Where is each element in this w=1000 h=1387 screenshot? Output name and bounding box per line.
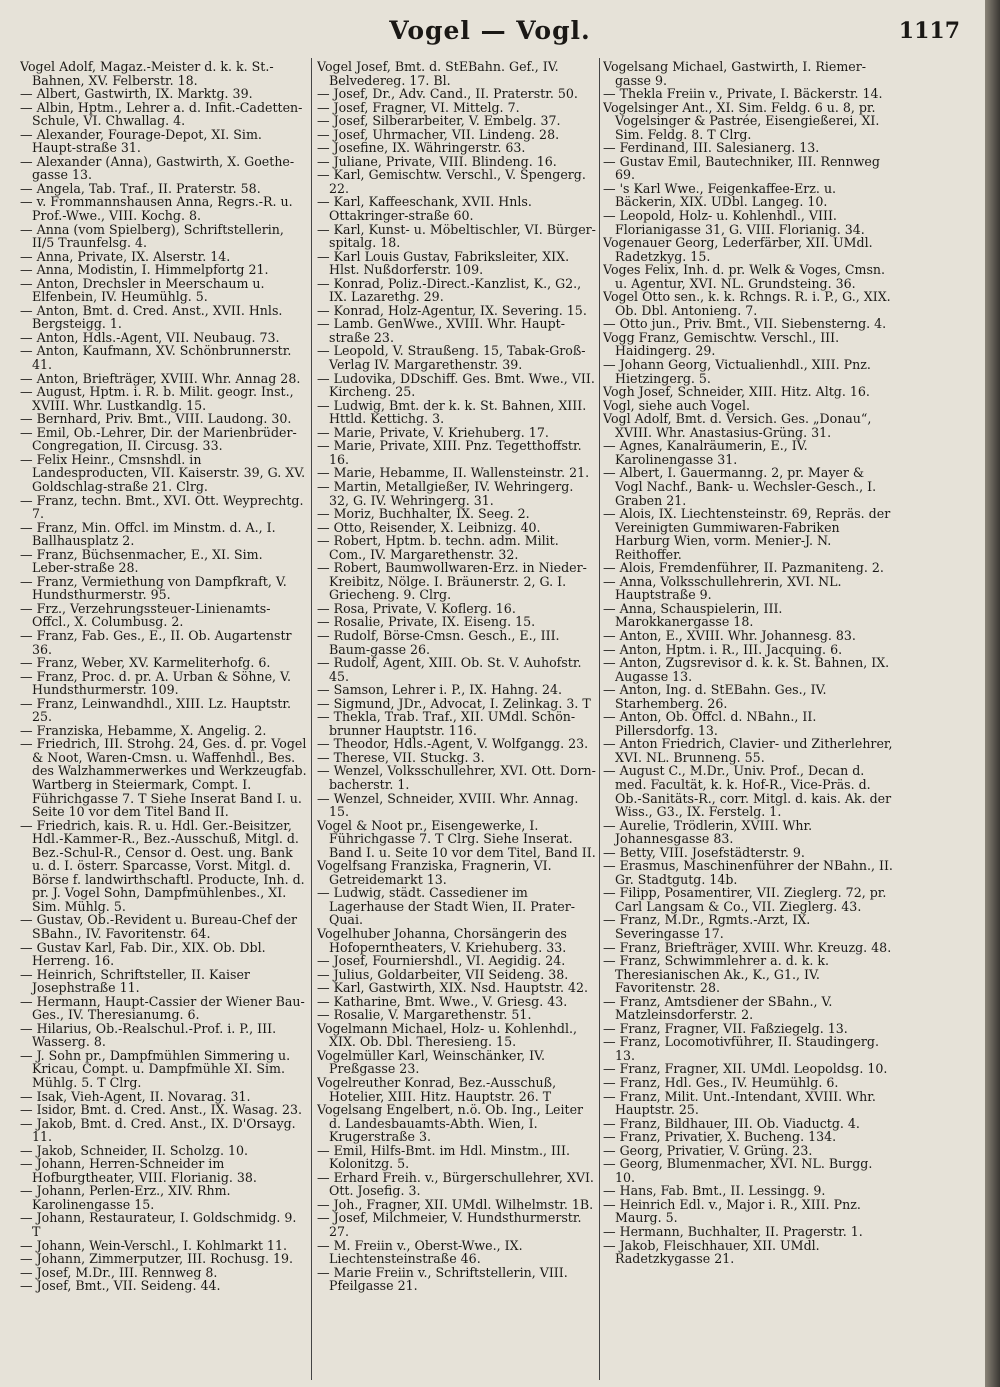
directory-entry: — Moriz, Buchhalter, IX. Seeg. 2. [317, 506, 530, 522]
directory-entry: — Karl, Kunst- u. Möbeltischler, VI. Bürger-spitalg. 18. [317, 221, 596, 251]
directory-entry: — Hermann, Haupt-Cassier der Wiener Bau-Ges., IV. Theresianumg. 6. [20, 993, 305, 1023]
directory-entry: — Anna, Volksschullehrerin, XVI. NL. Hauptstraße 9. [603, 573, 842, 603]
directory-entry: — Gustav Emil, Bautechniker, III. Rennweg 69. [603, 153, 880, 183]
directory-entry: — Josef, Dr., Adv. Cand., II. Praterstr. 50. [317, 86, 578, 102]
directory-entry: — Konrad, Poliz.-Direct.-Kanzlist, K., G2., IX. Lazarethg. 29. [317, 275, 582, 305]
directory-entry: — Robert, Hptm. b. techn. adm. Milit. Com., IV. Margarethenstr. 32. [317, 533, 559, 562]
directory-entry: — Albert, I. Gauermanng. 2, pr. Mayer & Vogl Nachf., Bank- u. Wechsler-Gesch., I. Graben 21. [603, 465, 877, 508]
directory-entry: — Franz, Privatier, X. Bucheng. 134. [603, 1129, 837, 1145]
directory-entry: — Aurelie, Trödlerin, XVIII. Whr. Johannesgasse 83. [603, 817, 813, 847]
directory-entry: — v. Frommannshausen Anna, Regrs.-R. u. Prof.-Wwe., VIII. Kochg. 8. [20, 194, 293, 224]
directory-entry: — Lamb. GenWwe., XVIII. Whr. Haupt-straße 23. [317, 316, 565, 345]
directory-entry: — Franz, Min. Offcl. im Minstm. d. A., I. Ballhausplatz 2. [20, 519, 276, 549]
directory-entry: — Josef, Milchmeier, V. Hundsthurmerstr. 27. [317, 1210, 582, 1240]
directory-entry: — Josef, Fourniershdl., VI. Aegidig. 24. [317, 953, 566, 969]
directory-entry: — Anton, Bmt. d. Cred. Anst., XVII. Hnls. Bergsteigg. 1. [20, 302, 283, 332]
directory-entry: — Josef, Uhrmacher, VII. Lindeng. 28. [317, 126, 560, 142]
directory-entry: Vogel Josef, Bmt. d. StEBahn. Gef., IV. Belvedereg. 17. Bl. [317, 60, 559, 88]
directory-entry: Vogel Otto sen., k. k. Rchngs. R. i. P., G., XIX. Ob. Dbl. Antonieng. 7. [603, 289, 891, 318]
directory-entry: — Emil, Ob.-Lehrer, Dir. der Marienbrüder-Congregation, II. Circusg. 33. [20, 424, 297, 454]
column-divider [599, 58, 600, 1380]
directory-entry: — Jakob, Schneider, II. Scholzg. 10. [20, 1142, 249, 1158]
directory-entry: Vogelsang Engelbert, n.ö. Ob. Ing., Leiter d. Landesbauamts-Abth. Wien, I. Krugerstraße 3. [317, 1102, 584, 1145]
directory-entry: — Franz, Fragner, VII. Faßziegelg. 13. [603, 1020, 848, 1036]
directory-entry: — Georg, Privatier, V. Grüng. 23. [603, 1142, 813, 1158]
directory-entry: — Ferdinand, III. Salesianerg. 13. [603, 140, 820, 156]
directory-entry: — Heinrich, Schriftsteller, II. Kaiser Josephstraße 11. [20, 966, 250, 996]
directory-entry: — Jakob, Fleischhauer, XII. UMdl. Radetzkygasse 21. [603, 1237, 820, 1267]
directory-entry: — Franz, Milit. Unt.-Intendant, XVIII. Whr. Hauptstr. 25. [603, 1088, 876, 1118]
directory-entry: — Rosalie, Private, IX. Eiseng. 15. [317, 614, 536, 630]
directory-entry: — Ludwig, Bmt. der k. k. St. Bahnen, XIII. Httld. Kettichg. 3. [317, 397, 587, 427]
column-2 [317, 60, 597, 1380]
directory-entry: — Anton, Zugsrevisor d. k. k. St. Bahnen, IX. Augasse 13. [603, 655, 890, 684]
directory-entry: — Josef, Bmt., VII. Seideng. 44. [20, 1278, 221, 1294]
directory-entry: — Karl Louis Gustav, Fabriksleiter, XIX. Hlst. Nußdorferstr. 109. [317, 248, 570, 278]
directory-entry: — Alexander, Fourage-Depot, XI. Sim. Haupt-straße 31. [20, 126, 262, 156]
directory-entry: — Hilarius, Ob.-Realschul.-Prof. i. P., III. Wasserg. 8. [20, 1020, 277, 1050]
directory-entry: — Juliane, Private, VIII. Blindeng. 16. [317, 153, 557, 169]
directory-entry: — Johann Georg, Victualienhdl., XIII. Pnz. Hietzingerg. 5. [603, 357, 871, 386]
directory-entry: — Alois, Fremdenführer, II. Pazmaniteng. 2. [603, 560, 884, 576]
directory-entry: — Marie Freiin v., Schriftstellerin, VIII. Pfeilgasse 21. [317, 1264, 568, 1294]
directory-entry: — August, Hptm. i. R. b. Milit. geogr. Inst., XVIII. Whr. Lustkandlg. 15. [20, 384, 294, 413]
directory-entry: — Franz, Leinwandhdl., XIII. Lz. Hauptstr. 25. [20, 695, 292, 725]
directory-entry: — Josef, Fragner, VI. Mittelg. 7. [317, 99, 520, 115]
directory-entry: — Leopold, Holz- u. Kohlenhdl., VIII. Florianigasse 31, G. VIII. Florianig. 34. [603, 208, 865, 237]
directory-entry: — Otto jun., Priv. Bmt., VII. Siebensterng. 4. [603, 316, 887, 332]
directory-entry: — August C., M.Dr., Univ. Prof., Decan d. med. Facultät, k. k. Hof-R., Vice-Präs. d. Ob.-Sanitäts-R., corr. Mitgl. d. kais. Ak. der Wiss., G3., IX. Ferstelg. 1. [603, 763, 892, 820]
directory-entry: — Frz., Verzehrungssteuer-Linienamts-Offcl., X. Columbusg. 2. [20, 600, 271, 630]
directory-entry: — Gustav Karl, Fab. Dir., XIX. Ob. Dbl. Herreng. 16. [20, 939, 266, 969]
directory-entry: Vogelmüller Karl, Weinschänker, IV. Preßgasse 23. [317, 1047, 545, 1077]
directory-entry: Vogel & Noot pr., Eisengewerke, I. Führichgasse 7. T Clrg. Siehe Inserat. Band I. u. Seite 10 vor dem Titel, Band II. [317, 817, 596, 860]
directory-entry: — Anton, Ob. Offcl. d. NBahn., II. Pillersdorfg. 13. [603, 709, 817, 738]
directory-entry: — Therese, VII. Stuckg. 3. [317, 749, 485, 765]
directory-entry: — Johann, Wein-Verschl., I. Kohlmarkt 11. [20, 1237, 287, 1253]
directory-entry: — Franz, Locomotivführer, II. Staudingerg. 13. [603, 1034, 879, 1063]
directory-entry: — Angela, Tab. Traf., II. Praterstr. 58. [20, 180, 261, 196]
directory-entry: — Jakob, Bmt. d. Cred. Anst., IX. D'Orsayg. 11. [20, 1115, 296, 1145]
directory-entry: — Heinrich Edl. v., Major i. R., XIII. Pnz. Maurg. 5. [603, 1196, 861, 1226]
directory-entry: — Marie, Hebamme, II. Wallensteinstr. 21. [317, 465, 590, 481]
directory-entry: Vogl Adolf, Bmt. d. Versich. Ges. „Donau“, XVIII. Whr. Anastasius-Grüng. 31. [603, 411, 872, 440]
directory-entry: — Franz, Bildhauer, III. Ob. Viaductg. 4. [603, 1115, 860, 1131]
directory-entry: — Rudolf, Börse-Cmsn. Gesch., E., III. Baum-gasse 26. [317, 627, 560, 657]
directory-entry: — Gustav, Ob.-Revident u. Bureau-Chef der SBahn., IV. Favoritenstr. 64. [20, 912, 298, 941]
page-title: Vogel — Vogl. [389, 16, 591, 45]
page-header [20, 12, 960, 52]
directory-entry: — Konrad, Holz-Agentur, IX. Severing. 15. [317, 302, 587, 318]
book-binding-edge [985, 0, 1000, 1387]
directory-entry: — Anton, Briefträger, XVIII. Whr. Annag 28. [20, 370, 301, 386]
directory-entry: — Josefine, IX. Währingerstr. 63. [317, 140, 526, 156]
directory-entry: — Rudolf, Agent, XIII. Ob. St. V. Auhofstr. 45. [317, 655, 582, 684]
directory-entry: — Georg, Blumenmacher, XVI. NL. Burgg. 10. [603, 1156, 873, 1185]
directory-entry: Vogelhuber Johanna, Chorsängerin des Hofoperntheaters, V. Kriehuberg. 33. [317, 926, 567, 955]
directory-entry: — Josef, M.Dr., III. Rennweg 8. [20, 1264, 218, 1280]
directory-entry: — Franz, Fragner, XII. UMdl. Leopoldsg. 10. [603, 1061, 888, 1077]
directory-entry: Vogh Josef, Schneider, XIII. Hitz. Altg. 16. [603, 384, 870, 400]
directory-entry: — Josef, Silberarbeiter, V. Embelg. 37. [317, 113, 561, 129]
directory-entry: — Robert, Baumwollwaren-Erz. in Nieder-Kreibitz, Nölge. I. Bräunerstr. 2, G. I. Griecheng. 9. Clrg. [317, 560, 587, 603]
directory-entry: — Wenzel, Schneider, XVIII. Whr. Annag. 15. [317, 790, 579, 820]
directory-entry: — Betty, VIII. Josefstädterstr. 9. [603, 844, 805, 860]
directory-entry: — Thekla, Trab. Traf., XII. UMdl. Schön-brunner Hauptstr. 116. [317, 709, 576, 738]
directory-entry: — Samson, Lehrer i. P., IX. Hahng. 24. [317, 682, 562, 698]
directory-entry: — Theodor, Hdls.-Agent, V. Wolfgangg. 23. [317, 736, 589, 752]
directory-entry: — Ludwig, städt. Cassediener im Lagerhause der Stadt Wien, II. Prater-Quai. [317, 885, 575, 928]
directory-entry: Vogelsinger Ant., XI. Sim. Feldg. 6 u. 8, pr. Vogelsinger & Pastrée, Eisengießerei, XI. Sim. Feldg. 8. T Clrg. [603, 99, 880, 142]
directory-entry: — Albin, Hptm., Lehrer a. d. Infit.-Cadetten-Schule, VI. Chwallag. 4. [20, 99, 303, 129]
directory-entry: — Anton, Ing. d. StEBahn. Ges., IV. Starhemberg. 26. [603, 682, 827, 711]
directory-entry: — Joh., Fragner, XII. UMdl. Wilhelmstr. 1B. [317, 1196, 594, 1212]
directory-entry: — Isak, Vieh-Agent, II. Novarag. 31. [20, 1088, 251, 1104]
directory-entry: — Anton Friedrich, Clavier- und Zitherlehrer, XVI. NL. Brunneng. 55. [603, 736, 893, 765]
directory-entry: — Isidor, Bmt. d. Cred. Anst., IX. Wasag. 23. [20, 1102, 302, 1118]
directory-entry: — Johann, Perlen-Erz., XIV. Rhm. Karolinengasse 15. [20, 1183, 231, 1212]
directory-entry: — Bernhard, Priv. Bmt., VIII. Laudong. 30. [20, 411, 292, 427]
directory-entry: — Erhard Freih. v., Bürgerschullehrer, XVI. Ott. Josefig. 3. [317, 1169, 594, 1199]
directory-entry: — Franz, Büchsenmacher, E., XI. Sim. Leber-straße 28. [20, 546, 263, 576]
directory-entry: — Franz, Fab. Ges., E., II. Ob. Augartenstr 36. [20, 627, 292, 657]
directory-entry: — Friedrich, kais. R. u. Hdl. Ger.-Beisitzer, Hdl.-Kammer-R., Bez.-Ausschuß, Mitgl. d. Bez.-Schul-R., Censor d. Oest. ung. Bank u. d. I. österr. Sparcasse, Vorst. Mitgl. d. Börse f. landwirthschaftl. Producte, Inh. d. pr. J. Vogel Sohn, Dampfmühlenbes., XI. Sim. Mühlg. 5. [20, 817, 305, 914]
directory-entry: — Johann, Restaurateur, I. Goldschmidg. 9. T [20, 1210, 297, 1240]
directory-entry: — Rosalie, V. Margarethenstr. 51. [317, 1007, 532, 1023]
directory-entry: — Albert, Gastwirth, IX. Marktg. 39. [20, 86, 253, 102]
directory-entry: — Friedrich, III. Strohg. 24, Ges. d. pr. Vogel & Noot, Waren-Cmsn. u. Waffenhdl., Bes. des Walzhammerwerkes und Werkzeugfab. Wartberg in Steiermark, Compt. I. Führichgasse 7. T Siehe Inserat Band I. u. Seite 10 vor dem Titel Band II. [20, 736, 307, 820]
directory-entry: — Franz, Vermiethung von Dampfkraft, V. Hundsthurmerstr. 95. [20, 573, 287, 603]
directory-entry: — M. Freiin v., Oberst-Wwe., IX. Liechtensteinstraße 46. [317, 1237, 523, 1267]
directory-entry: — Otto, Reisender, X. Leibnizg. 40. [317, 519, 541, 535]
directory-entry: — Katharine, Bmt. Wwe., V. Griesg. 43. [317, 993, 568, 1009]
directory-entry: — Karl, Gastwirth, XIX. Nsd. Hauptstr. 42. [317, 980, 589, 996]
directory-entry: — Franz, Amtsdiener der SBahn., V. Matzleinsdorferstr. 2. [603, 993, 833, 1023]
directory-entry: — Anna, Private, IX. Alserstr. 14. [20, 248, 231, 264]
directory-entry: Vogelsang Michael, Gastwirth, I. Riemer-gasse 9. [603, 60, 867, 88]
directory-entry: — 's Karl Wwe., Feigenkaffee-Erz. u. Bäckerin, XIX. UDbl. Langeg. 10. [603, 180, 837, 210]
directory-entry: — Marie, Private, V. Kriehuberg. 17. [317, 424, 549, 440]
directory-entry: — Wenzel, Volksschullehrer, XVI. Ott. Dorn-bacherstr. 1. [317, 763, 596, 792]
directory-entry: — Sigmund, JDr., Advocat, I. Zelinkag. 3. T [317, 695, 591, 711]
directory-entry: — Martin, Metallgießer, IV. Wehringerg. 32, G. IV. Wehringerg. 31. [317, 478, 574, 508]
directory-entry: — Emil, Hilfs-Bmt. im Hdl. Minstm., III. Kolonitzg. 5. [317, 1142, 570, 1172]
directory-entry: — Anton, Kaufmann, XV. Schönbrunnerstr. 41. [20, 343, 292, 373]
directory-entry: — Thekla Freiin v., Private, I. Bäckerstr. 14. [603, 86, 883, 102]
directory-entry: Vogelmann Michael, Holz- u. Kohlenhdl., XIX. Ob. Dbl. Theresieng. 15. [317, 1020, 577, 1050]
directory-entry: — Franz, Weber, XV. Karmeliterhofg. 6. [20, 655, 271, 671]
directory-entry: — Karl, Gemischtw. Verschl., V. Spengerg. 22. [317, 167, 586, 196]
directory-entry: — Julius, Goldarbeiter, VII Seideng. 38. [317, 966, 569, 982]
column-divider [311, 58, 312, 1380]
directory-entry: Vogel Adolf, Magaz.-Meister d. k. k. St.-Bahnen, XV. Felberstr. 18. [20, 60, 274, 88]
directory-entry: — Anna (vom Spielberg), Schriftstellerin, II/5 Traunfelsg. 4. [20, 221, 284, 251]
directory-entry: — Marie, Private, XIII. Pnz. Tegetthoffstr. 16. [317, 438, 582, 467]
directory-entry: — Anton, Hdls.-Agent, VII. Neubaug. 73. [20, 329, 280, 345]
directory-entry: — Ludovika, DDschiff. Ges. Bmt. Wwe., VII. Kircheng. 25. [317, 370, 595, 400]
directory-entry: — Karl, Kaffeeschank, XVII. Hnls. Ottakringer-straße 60. [317, 194, 532, 224]
directory-entry: — Anton, E., XVIII. Whr. Johannesg. 83. [603, 627, 856, 643]
directory-entry: — Hermann, Buchhalter, II. Pragerstr. 1. [603, 1224, 863, 1240]
directory-entry: Vogl, siehe auch Vogel. [603, 397, 750, 413]
directory-entry: — Franz, M.Dr., Rgmts.-Arzt, IX. Severingasse 17. [603, 912, 811, 941]
directory-entry: Vogelfsang Franziska, Fragnerin, VI. Getreidemarkt 13. [317, 858, 552, 887]
directory-entry: — Alois, IX. Liechtensteinstr. 69, Repräs. der Vereinigten Gummiwaren-Fabriken Harburg Wien, vorm. Menier-J. N. Reithoffer. [603, 506, 891, 562]
directory-entry: — Felix Heinr., Cmsnshdl. in Landesproducten, VII. Kaiserstr. 39, G. XV. Goldschlag-straße 21. Clrg. [20, 451, 306, 494]
directory-entry: Voges Felix, Inh. d. pr. Welk & Voges, Cmsn. u. Agentur, XVI. NL. Grundsteing. 36. [603, 262, 886, 291]
directory-entry: — Anna, Modistin, I. Himmelpfortg 21. [20, 262, 269, 278]
directory-entry: — J. Sohn pr., Dampfmühlen Simmering u. Kricau, Compt. u. Dampfmühle XI. Sim. Mühlg. 5. T Clrg. [20, 1047, 291, 1091]
column-3 [603, 60, 894, 1380]
directory-entry: — Franz, Briefträger, XVIII. Whr. Kreuzg. 48. [603, 939, 892, 955]
directory-entry: — Franz, Hdl. Ges., IV. Heumühlg. 6. [603, 1075, 839, 1091]
directory-entry: Vogg Franz, Gemischtw. Verschl., III. Haidingerg. 29. [603, 329, 840, 359]
directory-entry: — Erasmus, Maschinenführer der NBahn., II. Gr. Stadtgutg. 14b. [603, 858, 893, 887]
directory-entry: — Franz, Schwimmlehrer a. d. k. k. Theresianischen Ak., K., G1., IV. Favoritenstr. 28. [603, 953, 830, 996]
directory-entry: — Alexander (Anna), Gastwirth, X. Goethe-gasse 13. [20, 153, 295, 183]
directory-entry: — Anton, Hptm. i. R., III. Jacquing. 6. [603, 641, 843, 657]
directory-entry: — Rosa, Private, V. Koflerg. 16. [317, 600, 516, 616]
directory-entry: — Johann, Herren-Schneider im Hofburgtheater, VIII. Florianig. 38. [20, 1156, 257, 1185]
directory-entry: — Agnes, Kanalräumerin, E., IV. Karolinengasse 31. [603, 438, 808, 467]
directory-entry: Vogelreuther Konrad, Bez.-Ausschuß, Hotelier, XIII. Hitz. Hauptstr. 26. T [317, 1075, 557, 1104]
directory-entry: — Johann, Zimmerputzer, III. Rochusg. 19. [20, 1251, 294, 1267]
directory-entry: — Franziska, Hebamme, X. Angelig. 2. [20, 722, 267, 738]
column-1 [20, 60, 307, 1380]
directory-entry: — Franz, Proc. d. pr. A. Urban & Söhne, V. Hundsthurmerstr. 109. [20, 668, 291, 698]
directory-entry: — Anton, Drechsler in Meerschaum u. Elfenbein, IV. Heumühlg. 5. [20, 275, 265, 305]
directory-entry: — Hans, Fab. Bmt., II. Lessingg. 9. [603, 1183, 826, 1199]
directory-entry: — Franz, techn. Bmt., XVI. Ott. Weyprechtg. 7. [20, 492, 304, 522]
directory-entry: Vogenauer Georg, Lederfärber, XII. UMdl. Radetzkyg. 15. [603, 235, 873, 264]
page-number: 1117 [898, 18, 960, 44]
directory-entry: — Anna, Schauspielerin, III. Marokkanergasse 18. [603, 600, 783, 630]
directory-entry: — Leopold, V. Straußeng. 15, Tabak-Groß-Verlag IV. Margarethenstr. 39. [317, 343, 586, 373]
directory-entry: — Filipp, Posamentirer, VII. Zieglerg. 72, pr. Carl Langsam & Co., VII. Zieglerg. 43. [603, 885, 887, 914]
